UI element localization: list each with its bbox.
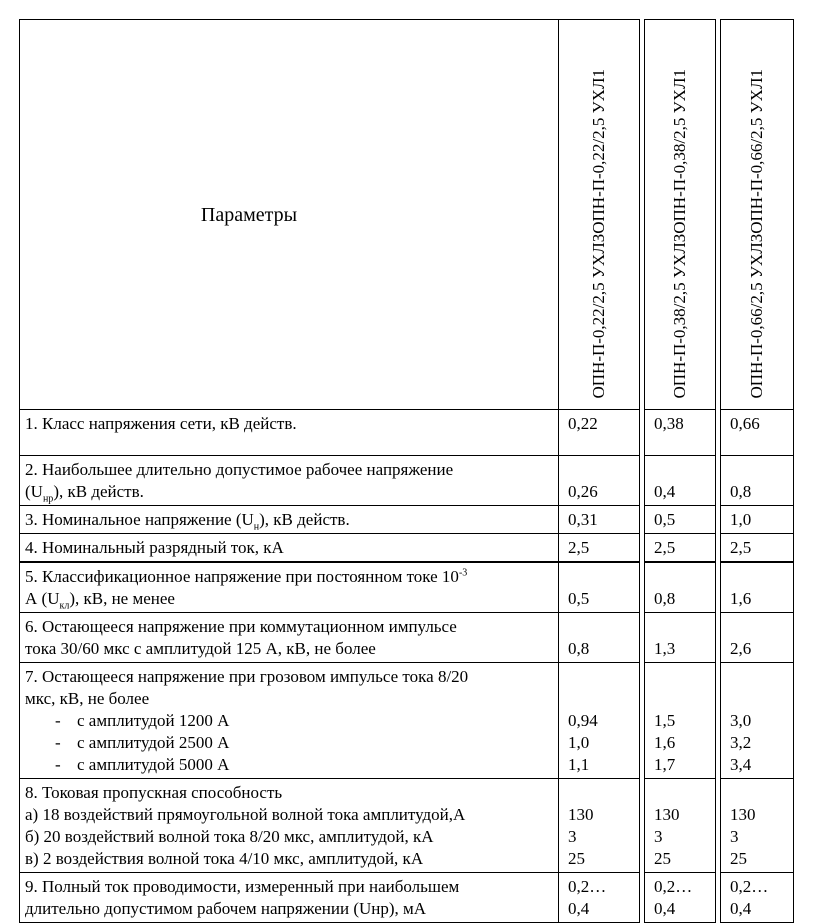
- value-2-3: 0,8: [720, 456, 794, 506]
- value-1-3: 0,66: [720, 410, 794, 456]
- value-6-3: 2,6: [720, 613, 794, 663]
- table-row-2: [19, 456, 794, 506]
- value-2-1: 0,26: [559, 456, 640, 506]
- value-8-2: 130 3 25: [644, 779, 716, 873]
- value-4-3: 2,5: [720, 534, 794, 563]
- value-3-1: 0,31: [559, 506, 640, 534]
- param-1: 1. Класс напряжения сети, кВ действ.: [19, 410, 559, 456]
- value-4-2: 2,5: [644, 534, 716, 563]
- value-8-3: 130 3 25: [720, 779, 794, 873]
- table-row-8: [19, 779, 794, 873]
- param-4: 4. Номинальный разрядный ток, кА: [19, 534, 559, 563]
- value-7-3: 3,0 3,2 3,4: [720, 663, 794, 779]
- value-8-1: 130 3 25: [559, 779, 640, 873]
- parameters-table: [19, 19, 794, 923]
- value-5-2: 0,8: [644, 563, 716, 613]
- param-7: 7. Остающееся напряжение при грозовом импульсе тока 8/20 мкс, кВ, не более - с амплитудой 1200 А - с амплитудой 2500 А - с амплитудой 5000 А: [19, 663, 559, 779]
- param-3: 3. Номинальное напряжение $(U_н)$, кВ действ.: [19, 506, 559, 534]
- value-9-3: 0,2… 0,4: [720, 873, 794, 923]
- header-parameters: Параметры: [19, 19, 559, 410]
- value-3-2: 0,5: [644, 506, 716, 534]
- param-8: 8. Токовая пропускная способность а) 18 воздействий прямоугольной волной тока амплитудой,А б) 20 воздействий волной тока 8/20 мкс, амплитудой, кА в) 2 воздействия волной тока 4/10 мкс, амплитудой, кА: [19, 779, 559, 873]
- value-1-2: 0,38: [644, 410, 716, 456]
- table-header-row: [19, 19, 794, 410]
- value-3-3: 1,0: [720, 506, 794, 534]
- value-7-1: 0,94 1,0 1,1: [559, 663, 640, 779]
- param-5: 5. Классификационное напряжение при постоянном токе $10^{-3}$ А $(U_{кл})$, кВ, не менее: [19, 563, 559, 613]
- value-6-2: 1,3: [644, 613, 716, 663]
- param-6: 6. Остающееся напряжение при коммутационном импульсе тока 30/60 мкс с амплитудой 125 А, кВ, не более: [19, 613, 559, 663]
- value-4-1: 2,5: [559, 534, 640, 563]
- param-9: 9. Полный ток проводимости, измеренный при наибольшем длительно допустимом рабочем напряжении (Uнр), мА: [19, 873, 559, 923]
- table-row-3: [19, 506, 794, 534]
- value-6-1: 0,8: [559, 613, 640, 663]
- table-row-6: [19, 613, 794, 663]
- value-9-1: 0,2… 0,4: [559, 873, 640, 923]
- table-row-9: [19, 873, 794, 923]
- value-7-2: 1,5 1,6 1,7: [644, 663, 716, 779]
- table-row-5: [19, 563, 794, 613]
- table-row-4: [19, 534, 794, 563]
- value-2-2: 0,4: [644, 456, 716, 506]
- param-2: 2. Наибольшее длительно допустимое рабочее напряжение $(U_{нр})$, кВ действ.: [19, 456, 559, 506]
- value-1-1: 0,22: [559, 410, 640, 456]
- table-row-7: [19, 663, 794, 779]
- value-5-3: 1,6: [720, 563, 794, 613]
- header-column-3: ОПН-П-0,66/2,5 УХЛЗОПН-П-0,66/2,5 УХЛ1: [720, 19, 794, 410]
- header-column-2: ОПН-П-0,38/2,5 УХЛЗОПН-П-0,38/2,5 УХЛ1: [644, 19, 716, 410]
- header-column-1: ОПН-П-0,22/2,5 УХЛЗОПН-П-0,22/2,5 УХЛ1: [559, 19, 640, 410]
- value-5-1: 0,5: [559, 563, 640, 613]
- value-9-2: 0,2… 0,4: [644, 873, 716, 923]
- table-row-1: [19, 410, 794, 456]
